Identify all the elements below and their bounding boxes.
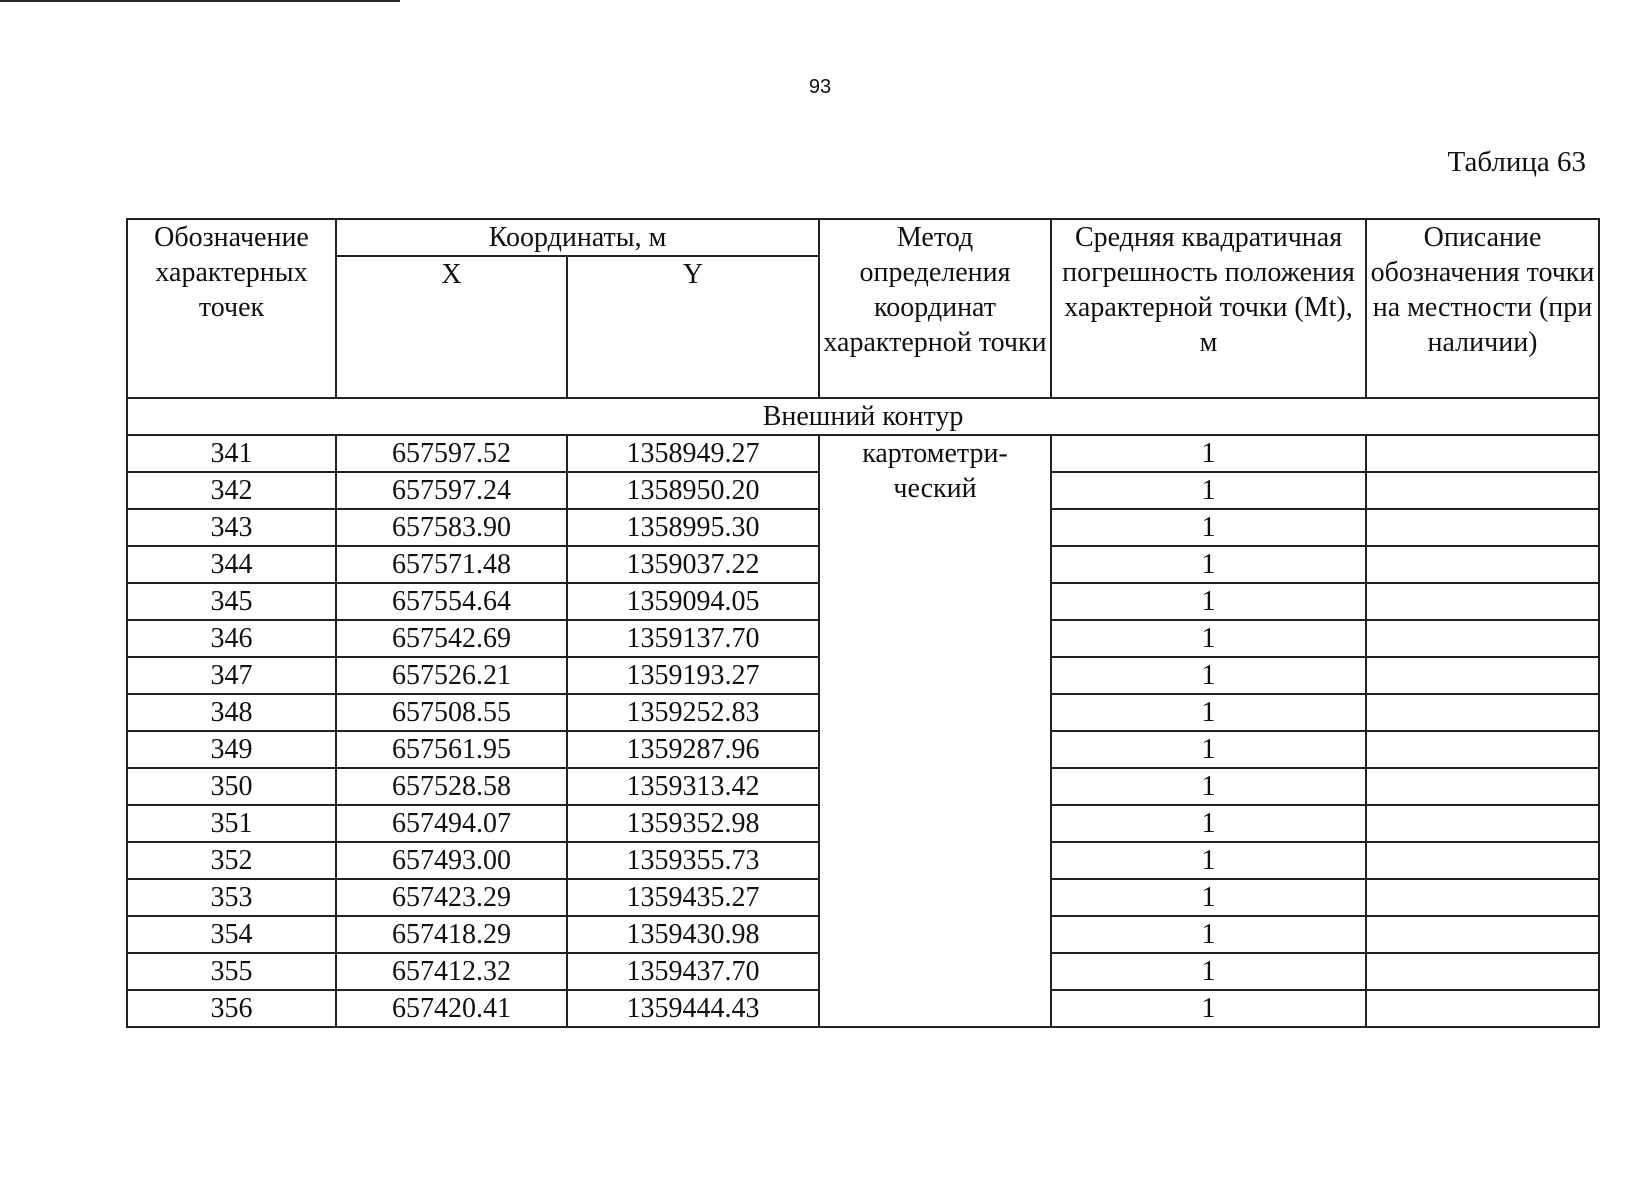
point-number-cell: 348 [127, 694, 336, 731]
x-coordinate-cell: 657597.52 [336, 435, 567, 472]
x-coordinate-cell: 657423.29 [336, 879, 567, 916]
y-coordinate-cell: 1359137.70 [567, 620, 819, 657]
y-coordinate-cell: 1359037.22 [567, 546, 819, 583]
point-number-cell: 349 [127, 731, 336, 768]
point-number-cell: 351 [127, 805, 336, 842]
method-cell [819, 435, 1051, 1027]
y-coordinate-cell: 1359287.96 [567, 731, 819, 768]
y-coordinate-cell: 1359430.98 [567, 916, 819, 953]
x-coordinate-cell: 657508.55 [336, 694, 567, 731]
point-number-cell: 342 [127, 472, 336, 509]
x-coordinate-cell: 657571.48 [336, 546, 567, 583]
point-number-cell: 355 [127, 953, 336, 990]
x-coordinate-cell: 657542.69 [336, 620, 567, 657]
description-cell [1366, 472, 1599, 509]
table-caption: Таблица 63 [1447, 146, 1586, 178]
point-number-cell: 344 [127, 546, 336, 583]
description-cell [1366, 842, 1599, 879]
y-coordinate-cell: 1358950.20 [567, 472, 819, 509]
header-description: Описание обозначения точки на местности (при наличии) [1366, 219, 1599, 398]
description-cell [1366, 509, 1599, 546]
error-value-cell: 1 [1051, 435, 1366, 472]
description-cell [1366, 435, 1599, 472]
x-coordinate-cell: 657418.29 [336, 916, 567, 953]
y-coordinate-cell: 1359437.70 [567, 953, 819, 990]
description-cell [1366, 731, 1599, 768]
description-cell [1366, 916, 1599, 953]
page-number: 93 [808, 76, 832, 98]
point-number-cell: 345 [127, 583, 336, 620]
x-coordinate-cell: 657597.24 [336, 472, 567, 509]
y-coordinate-cell: 1359444.43 [567, 990, 819, 1027]
error-value-cell: 1 [1051, 842, 1366, 879]
section-row [127, 398, 1599, 435]
error-value-cell: 1 [1051, 657, 1366, 694]
point-number-cell: 353 [127, 879, 336, 916]
error-value-cell: 1 [1051, 472, 1366, 509]
table-row [127, 435, 1599, 472]
x-coordinate-cell: 657526.21 [336, 657, 567, 694]
error-value-cell: 1 [1051, 990, 1366, 1027]
header-y: Y [567, 256, 819, 398]
method-value: картометри- ческий [862, 438, 1008, 504]
description-cell [1366, 620, 1599, 657]
y-coordinate-cell: 1359355.73 [567, 842, 819, 879]
table-header [127, 219, 1599, 398]
x-coordinate-cell: 657494.07 [336, 805, 567, 842]
x-coordinate-cell: 657583.90 [336, 509, 567, 546]
y-coordinate-cell: 1359094.05 [567, 583, 819, 620]
error-value-cell: 1 [1051, 731, 1366, 768]
x-coordinate-cell: 657493.00 [336, 842, 567, 879]
y-coordinate-cell: 1358949.27 [567, 435, 819, 472]
description-cell [1366, 694, 1599, 731]
point-number-cell: 347 [127, 657, 336, 694]
error-value-cell: 1 [1051, 879, 1366, 916]
x-coordinate-cell: 657554.64 [336, 583, 567, 620]
description-cell [1366, 990, 1599, 1027]
point-number-cell: 354 [127, 916, 336, 953]
description-cell [1366, 879, 1599, 916]
error-value-cell: 1 [1051, 694, 1366, 731]
y-coordinate-cell: 1359313.42 [567, 768, 819, 805]
error-value-cell: 1 [1051, 916, 1366, 953]
header-designation: Обозначение характерных точек [127, 219, 336, 398]
error-value-cell: 1 [1051, 953, 1366, 990]
point-number-cell: 352 [127, 842, 336, 879]
x-coordinate-cell: 657528.58 [336, 768, 567, 805]
point-number-cell: 350 [127, 768, 336, 805]
y-coordinate-cell: 1359435.27 [567, 879, 819, 916]
table-body [127, 398, 1599, 1027]
point-number-cell: 341 [127, 435, 336, 472]
coordinates-table [126, 218, 1600, 1028]
error-value-cell: 1 [1051, 509, 1366, 546]
y-coordinate-cell: 1359252.83 [567, 694, 819, 731]
description-cell [1366, 583, 1599, 620]
section-title: Внешний контур [127, 398, 1599, 435]
header-method: Метод определения координат характерной точки [819, 219, 1051, 398]
point-number-cell: 343 [127, 509, 336, 546]
x-coordinate-cell: 657420.41 [336, 990, 567, 1027]
point-number-cell: 356 [127, 990, 336, 1027]
description-cell [1366, 546, 1599, 583]
description-cell [1366, 805, 1599, 842]
error-value-cell: 1 [1051, 583, 1366, 620]
y-coordinate-cell: 1358995.30 [567, 509, 819, 546]
error-value-cell: 1 [1051, 620, 1366, 657]
description-cell [1366, 657, 1599, 694]
point-number-cell: 346 [127, 620, 336, 657]
description-cell [1366, 768, 1599, 805]
header-error: Средняя квадратичная погрешность положения характерной точки (Mt), м [1051, 219, 1366, 398]
header-coordinates: Координаты, м [336, 219, 819, 256]
x-coordinate-cell: 657412.32 [336, 953, 567, 990]
scan-edge-line [0, 0, 400, 2]
error-value-cell: 1 [1051, 768, 1366, 805]
y-coordinate-cell: 1359352.98 [567, 805, 819, 842]
description-cell [1366, 953, 1599, 990]
error-value-cell: 1 [1051, 805, 1366, 842]
header-x: X [336, 256, 567, 398]
y-coordinate-cell: 1359193.27 [567, 657, 819, 694]
error-value-cell: 1 [1051, 546, 1366, 583]
x-coordinate-cell: 657561.95 [336, 731, 567, 768]
